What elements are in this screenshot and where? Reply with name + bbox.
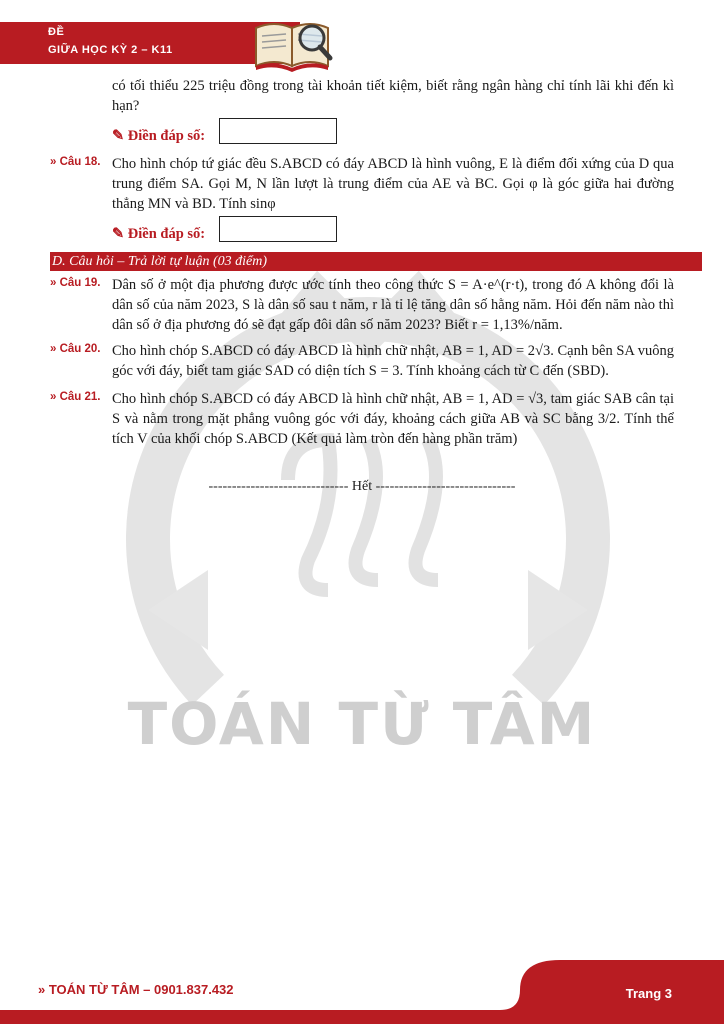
question-label: » Câu 21. — [50, 391, 101, 403]
document-body — [50, 76, 674, 497]
question-21 — [50, 389, 674, 449]
answer-row-17 — [50, 122, 674, 150]
question-20 — [50, 341, 674, 381]
question-label: » Câu 18. — [50, 156, 101, 168]
question-text: Cho hình chóp S.ABCD có đáy ABCD là hình chữ nhật, AB = 1, AD = 2√3. Cạnh bên SA vuông góc với đáy, biết tam giác SAD có diện tích S = 3. Tính khoảng cách từ C đến (SBD). — [112, 343, 674, 379]
end-marker: ------------------------------ Hết ------------------------------ — [208, 479, 516, 494]
question-text: Dân số ở một địa phương được ước tính theo công thức S = A·e^(r·t), trong đó A không đổi là dân số của năm 2023, S là dân số sau t năm, r là tỉ lệ tăng dân số hằng năm. Hỏi đến năm nào thì dân số ở địa phương đó sẽ đạt gấp đôi dân số năm 2023? Biết r = 1,13%/năm. — [112, 277, 674, 333]
question-label: » Câu 20. — [50, 343, 101, 355]
open-book-magnifier-icon — [252, 8, 336, 72]
answer-input-box[interactable] — [219, 118, 337, 144]
header-exam-title: GIỮA HỌC KỲ 2 – K11 — [48, 44, 173, 56]
question-text: Cho hình chóp tứ giác đều S.ABCD có đáy ABCD là hình vuông, E là điểm đối xứng của D qua trung điểm SA. Gọi M, N lần lượt là trung điểm của AE và BC. Gọi φ là góc giữa hai đường thẳng MN và BD. Tính sinφ — [112, 156, 674, 212]
question-18 — [50, 154, 674, 214]
footer-contact: » TOÁN TỪ TÂM – 0901.837.432 — [38, 982, 234, 997]
question-19 — [50, 275, 674, 335]
header-exam-label: ĐỀ — [48, 26, 65, 38]
section-heading-d: D. Câu hỏi – Trả lời tự luận (03 điểm) — [50, 252, 702, 271]
answer-input-box[interactable] — [219, 216, 337, 242]
answer-label: ✎ Điền đáp số: — [112, 128, 206, 144]
page-number: Trang 3 — [625, 986, 672, 1001]
footer — [0, 960, 724, 1024]
answer-row-18 — [50, 220, 674, 248]
watermark-text: TOÁN TỪ TÂM — [127, 690, 597, 758]
answer-label: ✎ Điền đáp số: — [112, 226, 206, 242]
question-label: » Câu 19. — [50, 277, 101, 289]
question-text: Cho hình chóp S.ABCD có đáy ABCD là hình chữ nhật, AB = 1, AD = √3, tam giác SAB cân tại S và nằm trong mặt phẳng vuông góc với đáy, khoảng cách giữa AB và SC bằng 3/2. Tính thể tích V của khối chóp S.ABCD (Kết quả làm tròn đến hàng phần trăm) — [112, 391, 674, 447]
continued-paragraph: có tối thiểu 225 triệu đồng trong tài khoản tiết kiệm, biết rằng ngân hàng chỉ tính lãi khi đến kì hạn? — [112, 78, 674, 114]
